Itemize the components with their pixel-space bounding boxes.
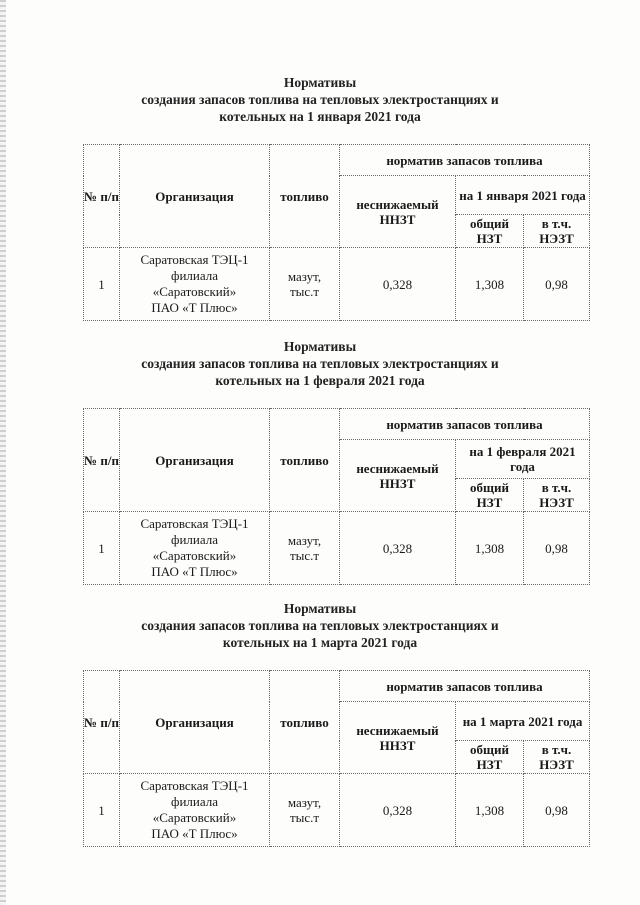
header-incl: в т.ч. НЭЗТ	[524, 741, 590, 774]
header-fuel: топливо	[270, 145, 340, 248]
table-row	[84, 512, 590, 585]
title-line: котельных на 1 марта 2021 года	[222, 635, 418, 650]
fuel-line: тыс.т	[289, 284, 320, 299]
header-date: на 1 марта 2021 года	[456, 702, 590, 741]
cell-org	[120, 248, 270, 321]
header-fuel: топливо	[270, 409, 340, 512]
fuel-line: тыс.т	[289, 548, 320, 563]
header-num: № п/п	[84, 145, 120, 248]
header-norm: норматив запасов топлива	[340, 671, 590, 702]
org-line: «Саратовский»	[152, 810, 237, 825]
cell-fuel	[270, 248, 340, 321]
org-line: «Саратовский»	[152, 548, 237, 563]
section-january	[0, 74, 640, 315]
header-nnzt: неснижаемый ННЗТ	[340, 702, 456, 774]
header-nnzt: неснижаемый ННЗТ	[340, 176, 456, 248]
norm-table	[83, 408, 590, 585]
cell-num: 1	[84, 248, 120, 321]
header-date: на 1 февраля 2021 года	[456, 440, 590, 479]
cell-num: 1	[84, 774, 120, 847]
section-title	[0, 338, 640, 389]
cell-incl: 0,98	[524, 248, 590, 321]
cell-nnzt: 0,328	[340, 774, 456, 847]
header-norm: норматив запасов топлива	[340, 145, 590, 176]
cell-fuel	[270, 774, 340, 847]
norm-table	[83, 144, 590, 321]
org-line: «Саратовский»	[152, 284, 237, 299]
cell-total: 1,308	[456, 248, 524, 321]
fuel-line: мазут,	[287, 269, 322, 284]
section-march	[0, 600, 640, 841]
cell-org	[120, 512, 270, 585]
org-line: Саратовская ТЭЦ-1	[140, 516, 249, 531]
title-line: создания запасов топлива на тепловых электростанциях и	[141, 92, 499, 107]
header-norm: норматив запасов топлива	[340, 409, 590, 440]
header-org: Организация	[120, 409, 270, 512]
header-total: общий НЗТ	[456, 479, 524, 512]
header-date: на 1 января 2021 года	[456, 176, 590, 215]
section-title	[0, 74, 640, 125]
title-line: котельных на 1 января 2021 года	[219, 109, 421, 124]
header-incl: в т.ч. НЭЗТ	[524, 479, 590, 512]
org-line: Саратовская ТЭЦ-1	[140, 778, 249, 793]
header-num: № п/п	[84, 671, 120, 774]
org-line: филиала	[171, 268, 218, 283]
org-line: филиала	[171, 532, 218, 547]
org-line: ПАО «Т Плюс»	[151, 826, 238, 841]
fuel-line: мазут,	[287, 795, 322, 810]
title-line: создания запасов топлива на тепловых электростанциях и	[141, 356, 499, 371]
section-february	[0, 338, 640, 579]
title-line: создания запасов топлива на тепловых электростанциях и	[141, 618, 499, 633]
org-line: ПАО «Т Плюс»	[151, 564, 238, 579]
cell-nnzt: 0,328	[340, 248, 456, 321]
cell-nnzt: 0,328	[340, 512, 456, 585]
cell-incl: 0,98	[524, 512, 590, 585]
cell-num: 1	[84, 512, 120, 585]
header-total: общий НЗТ	[456, 215, 524, 248]
section-title	[0, 600, 640, 651]
cell-org	[120, 774, 270, 847]
header-nnzt: неснижаемый ННЗТ	[340, 440, 456, 512]
org-line: Саратовская ТЭЦ-1	[140, 252, 249, 267]
header-fuel: топливо	[270, 671, 340, 774]
org-line: филиала	[171, 794, 218, 809]
header-org: Организация	[120, 145, 270, 248]
org-line: ПАО «Т Плюс»	[151, 300, 238, 315]
title-line: Нормативы	[283, 339, 357, 354]
cell-total: 1,308	[456, 774, 524, 847]
cell-incl: 0,98	[524, 774, 590, 847]
header-num: № п/п	[84, 409, 120, 512]
fuel-line: тыс.т	[289, 810, 320, 825]
fuel-line: мазут,	[287, 533, 322, 548]
title-line: Нормативы	[283, 601, 357, 616]
table-row	[84, 248, 590, 321]
header-incl: в т.ч. НЭЗТ	[524, 215, 590, 248]
norm-table	[83, 670, 590, 847]
scan-edge	[0, 0, 6, 905]
header-total: общий НЗТ	[456, 741, 524, 774]
cell-fuel	[270, 512, 340, 585]
title-line: Нормативы	[283, 75, 357, 90]
title-line: котельных на 1 февраля 2021 года	[215, 373, 425, 388]
table-row	[84, 774, 590, 847]
cell-total: 1,308	[456, 512, 524, 585]
header-org: Организация	[120, 671, 270, 774]
